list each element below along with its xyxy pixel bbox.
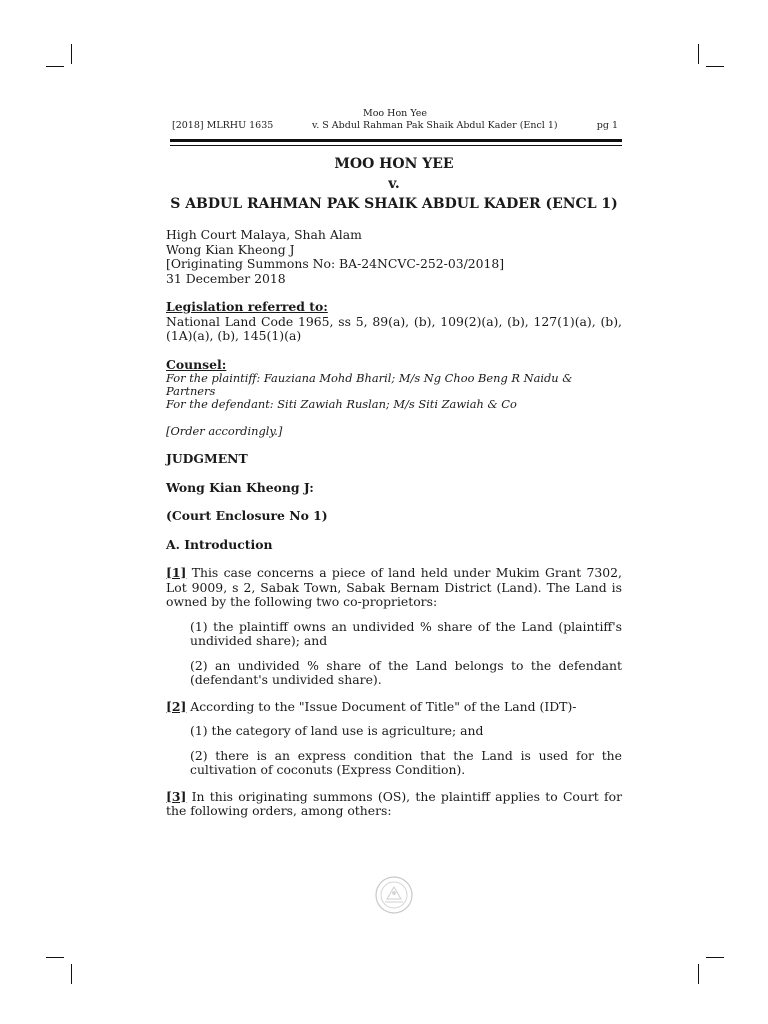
paragraph-2-number: [2]: [166, 698, 187, 714]
crop-mark-top-left-h: [46, 66, 64, 67]
header-rule-thin: [170, 145, 622, 146]
case-title-versus: v.: [388, 176, 400, 192]
header-rule-thick: [170, 139, 622, 142]
judge-line: Wong Kian Kheong J:: [166, 479, 314, 495]
paragraph-1: [166, 566, 622, 610]
paragraph-3-number: [3]: [166, 788, 187, 804]
paragraph-1-text: This case concerns a piece of land held under Mukim Grant 7302, Lot 9009, s 2, Sabak Town, Sabak Bernam District (Land). The Land is owned by the following two co-proprietors:: [166, 565, 622, 609]
running-head-page: pg 1: [596, 120, 618, 131]
counsel-plaintiff: For the plaintiff: Fauziana Mohd Bharil; M/s Ng Choo Beng R Naidu & Partners: [166, 371, 573, 398]
crop-mark-bottom-left-h: [46, 957, 64, 958]
crop-mark-bottom-left-v: [71, 964, 72, 984]
crop-mark-bottom-right-h: [706, 957, 724, 958]
document-body: [166, 154, 622, 819]
counsel-defendant: For the defendant: Siti Zawiah Ruslan; M/s Siti Zawiah & Co: [166, 397, 517, 411]
running-head-title: Moo Hon Yee: [362, 108, 428, 119]
running-head-parties: v. S Abdul Rahman Pak Shaik Abdul Kader (Encl 1): [312, 120, 558, 131]
paragraph-1-number: [1]: [166, 565, 187, 580]
running-head: [172, 108, 618, 132]
paragraph-3-text: In this originating summons (OS), the plaintiff applies to Court for the following orders, among others:: [166, 788, 622, 818]
running-head-citation: [2018] MLRHU 1635: [172, 120, 274, 131]
crop-mark-bottom-right-v: [698, 964, 699, 984]
case-title-defendant: S ABDUL RAHMAN PAK SHAIK ABDUL KADER (ENCL 1): [170, 196, 618, 212]
section-a-heading: A. Introduction: [166, 536, 273, 552]
judgment-date: 31 December 2018: [166, 270, 286, 286]
court-name: High Court Malaya, Shah Alam: [166, 227, 362, 242]
court-seal-icon: [373, 875, 415, 915]
paragraph-2-text: According to the "Issue Document of Title" of the Land (IDT)-: [186, 698, 577, 714]
paragraph-3: [166, 790, 622, 819]
legislation-heading: Legislation referred to:: [166, 299, 328, 314]
counsel-heading: Counsel:: [166, 356, 227, 372]
enclosure-line: (Court Enclosure No 1): [166, 508, 328, 523]
paragraph-1-item-1: (1) the plaintiff owns an undivided % share of the Land (plaintiff's undivided share); and: [190, 618, 622, 648]
paragraph-2-item-1: (1) the category of land use is agriculture; and: [190, 723, 484, 738]
judge-name: Wong Kian Kheong J: [166, 241, 295, 257]
order-note: [Order accordingly.]: [166, 424, 283, 438]
case-title-plaintiff: MOO HON YEE: [334, 156, 454, 172]
crop-mark-top-right-h: [706, 66, 724, 67]
paragraph-2-item-2: (2) there is an express condition that the Land is used for the cultivation of coconuts (Express Condition).: [190, 747, 622, 777]
paragraph-2: [166, 700, 622, 715]
crop-mark-top-left-v: [71, 44, 72, 64]
paragraph-1-item-2: (2) an undivided % share of the Land belongs to the defendant (defendant's undivided share).: [190, 657, 622, 687]
crop-mark-top-right-v: [698, 44, 699, 64]
legislation-text: National Land Code 1965, ss 5, 89(a), (b), 109(2)(a), (b), 127(1)(a), (b), (1A)(a), (b), 145(1)(a): [166, 313, 622, 343]
summons-number: [Originating Summons No: BA-24NCVC-252-03/2018]: [166, 256, 505, 271]
judgment-heading: JUDGMENT: [166, 451, 248, 466]
